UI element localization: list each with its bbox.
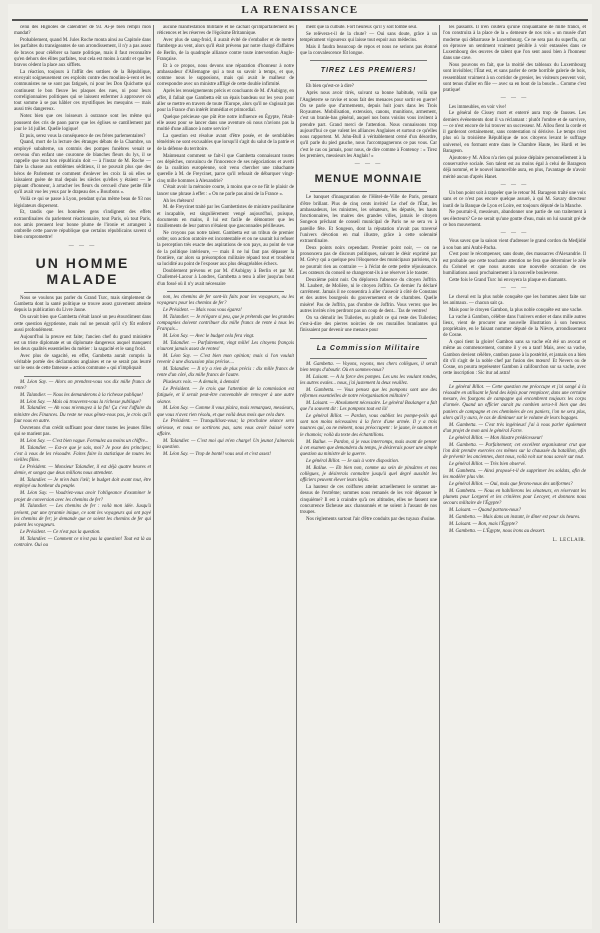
- dialogue-line: M. Gambetta. — L'Égypte, nous irons au dessert.: [449, 528, 546, 534]
- dialogue-line: M. Ballue. — Eh bien non, comme au sein de pinsâtres et nos collègues, je désirerais connaître jusqu'à quel degré aussitôt les officiers peuvent élever leurs képis.: [300, 465, 437, 484]
- paragraph: Notez bien que ces loisseurs à outrance sont les même qui poussent des cris de paon parce que les églises se cantillement par jour le 14 juillet. Quelle logique!: [14, 114, 151, 132]
- dialogue-line: Le Président. — Je crois que l'attention de la commission est fatiguée, et il serait peut-être convenable de renvoyer à une autre séance.: [157, 387, 294, 405]
- paragraph: celui des Hignoles de calendrier de 93. Ai-je bien rempli mon mandat?: [14, 25, 151, 37]
- paragraph: Deuxième point noir. On déplorera l'absence du citoyen Joffrin. M. Laubert, de Molière, ni le citoyen Joffrin. Ce dernier l'a déclaré carrément. Jamais il ne consentira à aller s'asseoir à côté de Constans et des autres bourgeois du gouvernement et de chambres. Quelle misère! Pas de Joffrin, pas d'ombre de Joffrin. Vous verrez que les autres invités n'en perdront pas un coup de dent... Tas de ventres!: [300, 277, 437, 314]
- separator-ornament: — — —: [500, 286, 529, 292]
- paragraph: Mais il faudra beaucoup de repos et nous ne serions pas étonné que la convalescence fût longue.: [300, 44, 437, 57]
- headline-tirez-les-premiers: TIREZ LES PREMIERS!: [320, 67, 417, 75]
- paragraph: Un bon point soit à rappeler que le retour M. Barageon traîté une voix sans et ce n'est pas encore quelque assuré, à qui M. Savary directeur inutil de la Banque de Lyon et Loire, est toujours député de la Manche.: [443, 191, 586, 209]
- paragraph: La réaction, toujours à l'affût des sottises de la République, envoyait soigneusement ces exploits contre des moulins-à-vent et les communistes ne se sont pas fatigués, ni pour les Don Quichotte qui continuent le bon fleuve les plaques des rues, ni pour leurs correligionnaires politiques qui se laissent enfermer à approuver où tout somme à se pas hâbler ces mystifiques les mesquins — mais aussi très dangereux.: [14, 69, 151, 113]
- paragraph: Et, tandis que les honnêtes gens s'indignent des effets extraordinaires du parlement réactionnaire, tout Paris, où tout Paris, nos amis prennent leur bonne plume de l'ironie et arrangent à ombrelle cette pauvre république que certains républicains savent si bien compromettre!: [14, 210, 151, 241]
- dialogue-line: M. Talandier. — Ah vous m'ennuyez à la fin! Ça c'est l'affaire du ministre des Finances. Du reste ne vous gênez-vous pas, je crois qu'il faut vous en autre.: [14, 406, 151, 424]
- headline-commission-militaire: La Commission Militaire: [316, 344, 421, 352]
- dialogue-line: non, les chemins de fer sont-ils faits pour les voyageurs, ou les voyageurs pour les chemins de fer?: [157, 294, 294, 307]
- paragraph: Et puis, serez vous la conséquence de ces frères parlementaires?: [20, 133, 146, 139]
- dialogue-line: M. Laisant. — Quand partons-nous?: [449, 508, 522, 514]
- dialogue-line: M. Gambetta. — Vous pensez que les pompons sont une des réformes essentielles de notre réorganisation militaire?: [300, 387, 437, 399]
- paragraph: Le cheval est la plus noble conquête que les hommes aient faite sur les animaux. — chacun sait ça.: [443, 294, 586, 306]
- section-rule: [167, 291, 284, 292]
- dialogue-line: M. Léon Say. — Mais où trouverez-vous la richesse publique?: [20, 399, 142, 405]
- paragraph: ment que la culbute. Fort heureux qu'il y soit tombé seul.: [306, 25, 418, 30]
- paragraph: La hauteur de ces coiffures atteint actuellement le sommet au-dessus de l'extrême; sommes nous remanés de les voir dépasser le cinquième? Il est à craindre qu'à ces altitudes, elles ne fassent une concurrence fâcheuse aux chansonnés et ne soient à l'assaut de nos troupes.: [300, 485, 437, 516]
- headline-menue-monnaie: MENUE MONNAIE: [314, 173, 423, 186]
- dialogue-line: Le Président. — Ce n'est pas la question.: [20, 529, 101, 535]
- paragraph: Eh bien qu'est-ce à dire?: [306, 84, 354, 90]
- headline-rule: [310, 60, 427, 61]
- newspaper-page: [8, 4, 592, 929]
- column-divider: [439, 25, 440, 923]
- dialogue-line: M. Talandier. — Est-ce que je sais, moi? Je pose des principes; c'est à vous de les résoudre. Faites faire la statistique de toutes les vieilles filles.: [14, 445, 151, 464]
- headline-un-homme-malade: UN HOMME MALADE: [35, 254, 130, 287]
- section-rule: [24, 376, 141, 377]
- dialogue-line: M. Léon Say. — Trop de bonté! vous seul et c'est assez!: [163, 451, 272, 457]
- paragraph: Probablement, quand M. Jules Roche monta ainsi au Capitole dans les parfaites du transigeantes de son arrondissement, il n'y a pas assez de bravos pour célébrer sa haute politique, mais il faut reconnaître qu'en dehors des élites parfaites, tout cela est moins à cantir et que les bravos cèdent la place aux sifflets.: [14, 38, 151, 69]
- paragraph: La question est résolue avant d'être posée, et de semblables témérités ne sont excusables que lorsqu'il s'agit du salut de la patrie et de la défense du territoire.: [157, 134, 294, 152]
- separator-ornament: — — —: [68, 243, 97, 249]
- dialogue-line: M. Talandier. — Il n'y a rien de plus précis : dix mille francs de rente d'un côté, dix mille francs de l'autre.: [157, 367, 294, 379]
- column-3: [300, 25, 437, 923]
- dialogue-line: M. Laisant. — Bon, mais l'Égypte?: [449, 521, 518, 527]
- dialogue-line: M. Talandier. — Nous les demanderons à la richesse publique!: [20, 392, 143, 398]
- paragraph: Maintenant comment se fait-il que Gambetta connaissant toutes ces dépêches, convaincu de l'innocence de ses négociations et averti de la coalition européenne, soit venu chercher une rabachante querelle à M. de Freycinet, parce qu'il refusait de débarquer vingt-cinq mille hommes à Alexandrie?: [157, 153, 294, 184]
- dialogue-line: Le général Billot. — Cette question me préoccupe et j'ai songé à la résoudre en utilisant le fond des képis pour remplacer, dans une certaine mesure, les fourgons de campagne qui encombrent toujours les corps d'armée. Quand un officier aurait pu combien sera-t-il bien que des paniers de campagne et ces cheminées de ces paniers, l'on ne sera plus, alors qu'il y aura, le cas de diminuer sur le volume de leurs bagages.: [443, 384, 586, 421]
- paragraph: Après nous avoir tirés, suivant sa bonne habitude, voilà que l'Angleterre se ravise et nous fait des menaces pour sortir en guerre! On se parle que d'armements, depuis huit jours dans les Trois Royaumes. Mobilisation, extension, canons, munitions, armement, c'est un branle-bas général, auquel nos bons voisins vous invitent à prendre part. Grand merci de l'attention. Nous connaissons trop aujourd'hui ce que valent les alliances Anglaises et surtout ce qu'elles nous rapportent. M. John-Bull à véritablement cerné d'un désordre, qu'il parle du pied gauche, nous l'accompagnerons ce pas vous. Car c'est le cas ou jamais, pour nous, de dire comme à Fontenoy : « Tirez les premiers, messieurs les Anglais! »: [300, 91, 437, 159]
- headline-rule: [310, 191, 427, 192]
- section-rule: [453, 381, 576, 382]
- paragraph: On savait bien que Gambetta s'était lancé un peu étourdiment dans cette question égyptienne, mais nul ne pensait qu'il s'y fût enferré aussi profondément.: [14, 315, 151, 333]
- paragraph: Ne croyons pas notre talent. Gambetta est un tribun de premier ordre; son action oratoire est incontestable et on ne saurait lui refuser la perception très exacte des aspirations de son pays, au point de vue de la politique intérieure, — mais il ne lui faut pas dépasser la frontière, car alors sa présomption militaire répand tout et troublent sa lucidité au point de l'exposer aux plus désagréables échecs.: [157, 230, 294, 268]
- section-rule: [310, 338, 427, 339]
- headline-rule: [310, 358, 427, 359]
- column-4: [443, 25, 586, 923]
- paragraph: Nos règlements surtout l'air d'être conduits par des tuyaux d'usine.: [306, 516, 436, 522]
- headline-rule: [24, 292, 141, 293]
- dialogue-line: M. Léon Say. — C'est bien mon opinion; mais si l'on voulait revenir à une discussion plus précise....: [157, 354, 294, 366]
- separator-ornament: — — —: [354, 162, 383, 168]
- paragraph: Avec plus de sagacité, en effet, Gambetta aurait compris la véritable portée des déclarations anglaises et ne se serait pas leurré sur le sens de cette fameuse « action commune » qui n'impliquait: [14, 353, 151, 372]
- dialogue-line: M. Laisant. — A la force des pompes. Les uns les voulant rondes, les autres ovales... nous, j'ai justement la deux veuillez.: [300, 374, 437, 386]
- paragraph: Cette fois le Grand Turc lui envoyera la plaque en diamants.: [449, 278, 567, 284]
- paragraph: Les immeubles, en voir vive!: [449, 104, 507, 110]
- paragraph: Mais pour le citoyen Gambon, la plus noble conquête est une vache.: [449, 307, 583, 313]
- paragraph: Nous se voulons pas parler du Grand Turc, mais simplement de Gambetta dont la santé politique se trouve assez gravement atteinte depuis la publication du Livre Jaune.: [14, 295, 151, 314]
- paragraph: On va démolir les Tuileries, ou plutôt ce qui reste des Tuileries; c'est-à-dire des pierres noircies de ces murailles branlantes qui finissaient par devenir une menace pour: [300, 315, 437, 334]
- separator-ornament: — — —: [500, 182, 529, 188]
- paragraph: Quand, mort de la lecture des étranges débats de la Chambre, un employé subalterne, un commis des pompes funèbres venait se cerveau d'un enfant une couronne de blanches fleurs du lys, il se rappelle que tout bon républicain doit — à l'instar de M. Roche — faire la chasse aux emblèmes séditieux, il ne pouvait plus que des héros de Parlement ce comment d'enlever les croix là où elles se laissaient guère de mal depuis les siècles qu'elles y étaient — le piquant d'honneur, à arracher les fleurs du cercueil d'une petite fille qu'il avait vue les yeux par le drapeau des « Bourbons ».: [14, 140, 151, 196]
- paragraph: M. de Freycinet traité par les Gambettistes de ministre pusillanime et incapable, est singulièrement vengé aujourd'hui, puisque, documents en mains, il lui est facile de démontrer que les tiraillements de leur patron n'étaient que gasconnades périlleuses.: [157, 205, 294, 230]
- dialogue-line: M. Talandier. — Je m'en bats l'œil; le budget doit avant tout, être employé au bonheur du peuple.: [14, 478, 151, 490]
- paragraph: Le général de Cissey mort et enterré aura trop de fausses. Les derniers événements dont il va réclamant : plutôt l'ombre et de survivre, — ce n'est encore de lui trouver un successeur. M. Allou fient la corde et il garderont certainement, sans contestation ni dérisive. Le temps n'est plus où la troisième République de nos citoyens levant le suffrage universel, en formant entre dans le Chambre Haute, les Hardi et les Barageon.: [443, 111, 586, 154]
- dialogue-line: Le général Billot. — Très bien observé.: [449, 461, 526, 467]
- paragraph: Ne pourrait-il, messieurs, abandonner une partie de son traitement à ses électeurs? Ce ne serait qu'une goutte d'eau, mais on lui saurait gré de ce bon mouvement.: [443, 210, 586, 228]
- paragraph: Voilà ce qui se passe à Lyon, pendant qu'au même beau de 93 nos législateurs dispersent.: [14, 197, 151, 209]
- dialogue-line: M. Léon Say. — Voudriez-vous avoir l'obligeance d'examiner le projet de conversion avec les chemins de fer?: [14, 491, 151, 503]
- dialogue-line: M. Gambetta. — Mais dans un instant, le dîner est pour six heures.: [449, 514, 581, 520]
- dialogue-line: M. Léon Say. — Alors on prendrez-vous vos dix mille francs de rente?: [14, 379, 151, 391]
- masthead-rule: [12, 19, 588, 21]
- dialogue-line: M. Gambetta. — Parfaitement; cet excellent organisateur crut que l'on doit prendre exercées ces mêmes sur la chaussée du bataillon, afin de prévenir les anciennes, dont nous, voilà voit sur nous savoir sur tout.: [443, 442, 586, 461]
- paragraph: Se relèvera-t-il de la chute? — Oui sans doute, grâce à un tempérament vigoureux qui laisse tout espoir aux médecins.: [300, 31, 437, 44]
- paragraph: Ah les rhéteurs!: [163, 198, 195, 204]
- dialogue-line: Plusieurs voix. — A demain, à demain!: [163, 380, 240, 386]
- paragraph: Et à ce propos, nous devons une réparation d'honneur à notre ambassadeur d'Allemagne qui a tout su savoir à temps, et que, comme nous le supposions, mais qui avait le malheur de correspondre avec un ministre affligé de cette double infirmité.: [157, 63, 294, 88]
- dialogue-line: M. Gambetta. — Ainsi proposé-t-il de supprimer les soldats, afin de les modèler plus vite.: [443, 468, 586, 481]
- separator-ornament: — — —: [500, 96, 529, 102]
- dialogue-line: M. Talandier. — Je m'égare si peu, que je prétends que les grandes compagnies doivent contribuer dix mille francs de rente à tous les Français...: [157, 314, 294, 333]
- paragraph: aucune manifestation militaire et ne cachait qu'imparfaitement les réticences et les réserves de l'égoïsme Britannique.: [157, 25, 294, 37]
- paragraph: Aujourd'hui la preuve est faite; l'ancien chef du grand ministère est un triste diplomate et un diplomate dangereux auquel manquent les deux qualités essentielles du métier : la sagacité et le sang froid.: [14, 334, 151, 353]
- paragraph: Ajoutons-y M. Allou n'a rien qui puisse déplaire personnellement à la conservative sociale. Son talent est au moins égal à celui de Barageon déjà nommé, et le nouvel inamovible aura, en plus, l'avantage de n'avoir mérité aucun d'après Hanet.: [443, 155, 586, 180]
- dialogue-line: M. Gambetta. — Voyons, voyons, mes chers collègues, il serait bien temps d'aboutir. Où en sommes-nous?: [300, 361, 437, 373]
- paragraph: La vache à Gambon, célèbre dans l'univers entier et dans mille autres lieux, vient de procurer une nouvelle illustration à son heureux propriétaire, en le faisant nommer député de la Nièvre, arrondissement de Cosne.: [443, 314, 586, 339]
- author-signature: L. LECLAIR.: [552, 537, 586, 543]
- paragraph: C'était avoir la mémoire courte, à moins que ce ne fût le plaisir de lancer une phrase à effet : « On ne parle pas ainsi de la France ».: [157, 185, 294, 197]
- headline-rule: [310, 80, 427, 81]
- masthead-title: LA RENAISSANCE: [241, 4, 359, 16]
- column-divider: [296, 25, 297, 923]
- dialogue-line: M. Talandier. — Comment ce n'est pas la question! Tout est là au contraire. Oui ou: [14, 536, 151, 549]
- paragraph: Le banquet d'inauguration de l'Hôtel-de-Ville de Paris, prenant d'être brillant. Plus de cinq cents invités! Le chef de l'État, les ambassadeurs, les ministres, les sénateurs, les députés, les hauts fonctionnaires, les maires des grandes villes, jamais le citoyen Songeon prêchant de conseil municipal de Paris ne se sera vu à pareille fête. Et Songeon, dont la réputation n'avait pas traversé l'univers dévotion en mal illustre, grâce à cette solennité extraordinaire.: [300, 195, 437, 245]
- paragraph: Vous savez que la saison vient d'adresser le grand cordon du Medjidié à son ban ami Arabi-Pacha.: [443, 239, 586, 251]
- dialogue-line: Le Président. — Tranquillisez-vous; la prochaine séance sera sérieuse, et nous ne sortirons pas, sans vous avoir baissé votre affaire.: [157, 419, 294, 437]
- column-1: [14, 25, 151, 923]
- paragraph: C'est pour le récompenser, sans doute, des massacres d'Alexandrie. Il est probable que cette touchante attention ne fera que déterminer le zèle du Colonel et que nous aurons une nouvelle occasion de ces humiliations aussi prochainement à la nouvelle bouleverse.: [443, 252, 586, 277]
- dialogue-line: M. Talandier. — C'est moi qui m'en charge! Un jeunot j'aimerais la question.: [157, 438, 294, 451]
- dialogue-line: M. Laisant. — Absolument nécessaire. Le général Boulanger a fait que l'a souvent dit : Les pompons tout est là!: [300, 400, 437, 413]
- column-2: [157, 25, 294, 923]
- paragraph: les passants. Il n'en coûtera qu'une cinquantaine de mille francs, et l'on construira à la place de la « demeure de nos rois » un musée d'art moderne qui débarrasse le Luxembourg. Ce ne sera pas du superflu, car on éprouve un sentiment vraiment pénible à voir entassées dans ce Luxembourg des œuvres de talent que l'on sent aussi bien à l'honneur dans une cave.: [443, 25, 586, 62]
- paragraph: Deux points noirs cependant. Premier point noir, — on ne prononcera pas de discours politiques, suivant le désir exprimé par M. Grévy qui a quelque peu l'éloquence des municipaux parisiens, n'a ne pourrait rien au contraire — à l'éclat de cette petite réjouissance. Les orateurs du conseil se changeront-ils à se réserver à le toaster.: [300, 245, 437, 276]
- dialogue-line: Le général Billot. — Pardon, vous oubliez les pompe-poils qui sont non moins nécessaires à la force d'une armée. Il y a trois nuances qui, ou ne mènent, nous préoccupent : le jaune, le saumon et le chamois; voilà du texte des échantillons.: [300, 413, 437, 438]
- paragraph: Avec plus de sang-froid, il aurait évité de s'emballer et de mettre flamberge au vent, alors qu'il était prévenu par notre chargé d'affaires de Berlin, de la quadruple alliance contre toute intervention Anglo-Française.: [157, 38, 294, 62]
- dialogue-line: Le Président. — Monsieur Talandier, il est déjà quatre heures et demie, et songez que deux millions nous attendent.: [14, 465, 151, 477]
- dialogue-line: Le général Billot. — Mon illustre prédécesseur!: [449, 435, 543, 441]
- dialogue-line: M. Ballue. — Pardon, si je vous interromps, mais avant de penser à cet examen que demandera du temps, je désirerais poser une simple question au ministre de la guerre.: [300, 439, 437, 458]
- paragraph: Doublement prévenu et par M. d'Aubigny à Berlin et par M. Challemel-Lacour à Londres, Gambetta a tenu à aller jusqu'au bout d'un fossé où il n'y avait nécessaire: [157, 269, 294, 287]
- separator-ornament: — — —: [500, 231, 529, 237]
- dialogue-line: Le général Billot. — Je suis à votre disposition.: [306, 458, 400, 464]
- column-divider: [153, 25, 154, 923]
- dialogue-line: Le général Billot. — Oui, mais que ferons-nous des uniformes?: [449, 481, 573, 487]
- dialogue-line: M. Léon Say. — Comme il vous plaira, mais remarquez, messieurs, que vous n'avez rien résolu, et que voilà deux mois que cela dure.: [157, 406, 294, 418]
- dialogue-line: M. Talandier. — Parfaitement, vingt mille! Les citoyens français n'auront jamais assez de rentes!: [157, 340, 294, 353]
- dialogue-line: M. Léon Say. — C'est bien vague. Formulez au moins un chiffre...: [20, 438, 149, 444]
- paragraph: Nous pouvons en fait, que la moitié des tableaux du Luxembourg sont invisibles; l'État est, et sans parler de cette horrible galerie de bois, ressemblant vraiment à un corridor de grenier, les visiteurs peuvent voir, sont tenus d'aller en file — avec sa en bout de la boucle... Comme c'est pratique!: [443, 63, 586, 94]
- dialogue-line: Ouvretons d'un crédit suffisant pour doter toutes les jeunes filles qui se marient pas.: [14, 425, 151, 438]
- dialogue-line: M. Talandier. — Les chemins de fer : voilà mon idée. Jusqu'à présent, par une tyrannie inique, ce sont les voyageurs qui ont payé les chemins de fer; je demande que ce soient les chemins de fer qui paient les voyageurs.: [14, 504, 151, 529]
- dialogue-line: Le Président. — Mais vous vous égarez!: [163, 307, 242, 313]
- paragraph: A quoi tient la gloire! Gambon sans sa vache eût été un avocat et même au commencement, comme il y en a tant! Mais, avec sa vache, Gambon devient célèbre, cambon passe à la postérité, et jamais on a bien dit s'il s'agit de la noble chef par fusion des mœurs! Et Nevers ou de Cosne, on pourra représenter Gambon à califourchon sur sa vache, avec cette inscription : Sic itur ad astra!: [443, 340, 586, 377]
- paragraph: Quelque précieuse que pût être notre influence en Égypte, l'était-elle assez pour se lancer dans une aventure où nous n'avions pas la moitié d'une alliance à notre service?: [157, 114, 294, 133]
- paragraph: Après les renseignements précis et concluants de M. d'Aubigny, en effet, il fallait que Gambetta eût un épais bandeau sur les yeux pour aller se mettre en travers de toute l'Europe, alors qu'il ne s'agissait pas pour la France d'un intérêt immédiat et primordial.: [157, 89, 294, 114]
- dialogue-line: M. Gambetta. — Nous en habillerons les sénateurs, en réservant les plumets pour Lorgerel et les crinières pour Lecoyer, et donnons nous secours militaire de l'Égypte?: [443, 488, 586, 507]
- dialogue-line: M. Gambetta. — C'est très ingénieux! j'ai à vous parler également d'un projet de mon ami le général Farre.: [443, 422, 586, 434]
- dialogue-line: M. Léon Say. — Avec le budget cela fera vingt.: [163, 334, 255, 340]
